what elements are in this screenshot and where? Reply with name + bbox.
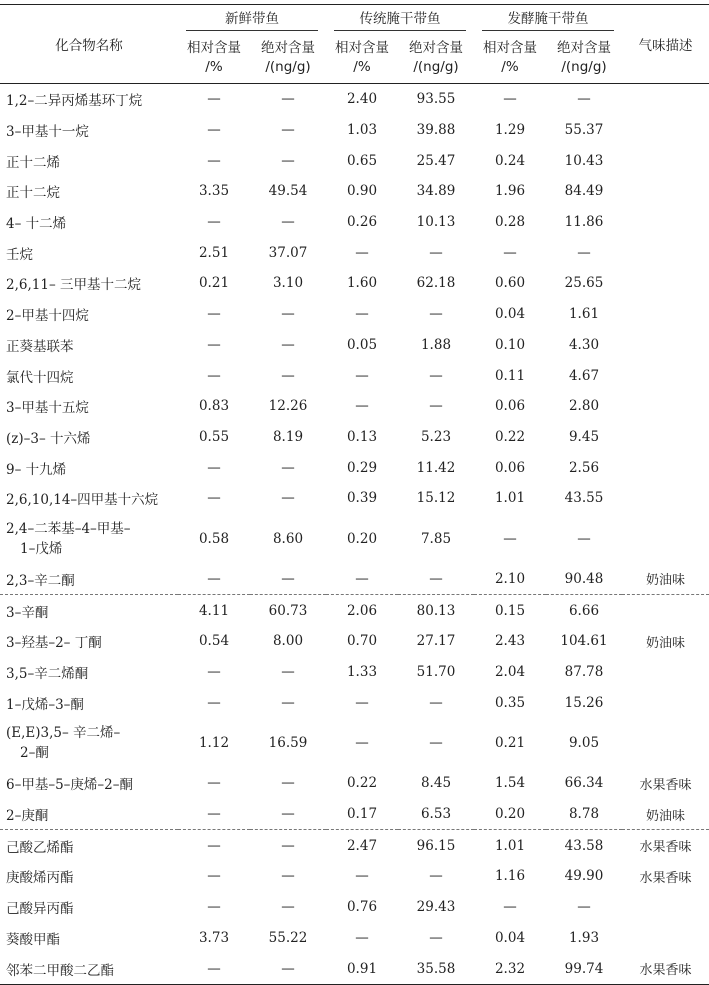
- value-cell: 16.59: [268, 735, 308, 752]
- odor-cell: [622, 145, 709, 176]
- table-row: [0, 299, 709, 330]
- value-cell: 2.06: [326, 595, 398, 626]
- value-cell: 0.22: [494, 428, 526, 445]
- traditional-absolute-content-header: 绝对含量 /(ng/g): [409, 40, 463, 75]
- table-row: [0, 115, 709, 146]
- value-cell: 0.06: [494, 459, 526, 476]
- odor-cell: [622, 483, 709, 514]
- compound-name-cell: (z)–3– 十六烯: [6, 430, 91, 447]
- compound-name-cell: 1,2–二异丙烯基环丁烷: [6, 93, 143, 110]
- fresh-group-header: 新鲜带鱼: [178, 5, 326, 34]
- value-cell: —: [429, 929, 443, 946]
- value-cell: 34.89: [416, 183, 456, 200]
- value-cell: —: [207, 570, 221, 587]
- table-row: [0, 422, 709, 453]
- value-cell: 60.73: [250, 595, 326, 626]
- value-cell: 49.54: [268, 183, 308, 200]
- value-cell: —: [429, 694, 443, 711]
- value-cell: —: [281, 868, 295, 885]
- fermented-group-header: 发酵腌干带鱼: [474, 5, 622, 34]
- value-cell: —: [250, 830, 326, 861]
- value-cell: 0.20: [494, 806, 526, 823]
- table-body: [0, 84, 709, 985]
- value-cell: —: [281, 570, 295, 587]
- value-cell: —: [207, 490, 221, 507]
- table-row: [0, 483, 709, 514]
- table-row: [0, 768, 709, 799]
- value-cell: —: [281, 775, 295, 792]
- value-cell: —: [355, 398, 369, 415]
- value-cell: —: [207, 122, 221, 139]
- value-cell: —: [577, 530, 591, 547]
- value-cell: —: [281, 664, 295, 681]
- value-cell: 2.32: [494, 960, 526, 977]
- value-cell: —: [281, 899, 295, 916]
- value-cell: 8.19: [272, 428, 304, 445]
- odor-cell: [622, 514, 709, 564]
- value-cell: 0.35: [494, 694, 526, 711]
- odor-cell: [622, 923, 709, 954]
- value-cell: 104.61: [560, 633, 608, 650]
- value-cell: 1.16: [494, 868, 526, 885]
- table-row: [0, 892, 709, 923]
- value-cell: 0.11: [494, 367, 526, 384]
- value-cell: 43.55: [564, 490, 604, 507]
- value-cell: —: [207, 152, 221, 169]
- value-cell: 0.76: [346, 899, 378, 916]
- compound-name-cell: 3–辛酮: [0, 595, 178, 626]
- value-cell: —: [355, 244, 369, 261]
- fresh-absolute-content-header: 绝对含量 /(ng/g): [261, 40, 315, 75]
- value-cell: 1.61: [568, 306, 600, 323]
- value-cell: 80.13: [398, 595, 474, 626]
- compound-name-cell: 壬烷: [6, 246, 33, 263]
- compound-table: [0, 4, 709, 985]
- value-cell: —: [429, 735, 443, 752]
- value-cell: —: [355, 868, 369, 885]
- value-cell: —: [355, 735, 369, 752]
- value-cell: 0.60: [494, 275, 526, 292]
- table-row: [0, 718, 709, 768]
- value-cell: 35.58: [416, 960, 456, 977]
- value-cell: 4.11: [178, 595, 250, 626]
- table-row: [0, 237, 709, 268]
- value-cell: —: [207, 91, 221, 108]
- value-cell: 3.35: [198, 183, 230, 200]
- value-cell: 0.10: [494, 336, 526, 353]
- value-cell: 90.48: [564, 570, 604, 587]
- value-cell: 9.05: [568, 735, 600, 752]
- value-cell: 0.28: [494, 214, 526, 231]
- odor-cell: [622, 595, 709, 626]
- value-cell: 3.10: [272, 275, 304, 292]
- value-cell: 6.53: [420, 806, 452, 823]
- value-cell: 29.43: [416, 899, 456, 916]
- odor-cell: 奶油味: [645, 573, 685, 589]
- value-cell: —: [207, 336, 221, 353]
- value-cell: —: [281, 490, 295, 507]
- compound-name-cell: 9– 十九烯: [6, 461, 67, 478]
- value-cell: 0.22: [346, 775, 378, 792]
- value-cell: 4.30: [568, 336, 600, 353]
- value-cell: 1.03: [346, 122, 378, 139]
- compound-name-cell: (E,E)3,5– 辛二烯– 2–酮: [6, 725, 121, 762]
- value-cell: 0.90: [346, 183, 378, 200]
- value-cell: 25.65: [564, 275, 604, 292]
- value-cell: 2.04: [494, 664, 526, 681]
- odor-cell: [622, 422, 709, 453]
- value-cell: —: [281, 214, 295, 231]
- value-cell: 1.88: [420, 336, 452, 353]
- compound-name-cell: 1–戊烯–3–酮: [6, 696, 84, 713]
- table-row: [0, 564, 709, 595]
- value-cell: 4.67: [568, 367, 600, 384]
- value-cell: 37.07: [268, 244, 308, 261]
- compound-name-cell: 正十二烷: [6, 185, 60, 202]
- table-row: [0, 923, 709, 954]
- compound-name-cell: 6–甲基–5–庚烯–2–酮: [6, 777, 134, 794]
- value-cell: —: [429, 367, 443, 384]
- value-cell: 0.24: [494, 152, 526, 169]
- value-cell: —: [281, 306, 295, 323]
- table-row: [0, 657, 709, 688]
- value-cell: 93.55: [416, 91, 456, 108]
- value-cell: 2.80: [568, 398, 600, 415]
- value-cell: 0.06: [494, 398, 526, 415]
- value-cell: 62.18: [416, 275, 456, 292]
- value-cell: 49.90: [564, 868, 604, 885]
- value-cell: —: [577, 91, 591, 108]
- odor-cell: [622, 207, 709, 238]
- value-cell: —: [429, 398, 443, 415]
- value-cell: 8.60: [272, 530, 304, 547]
- value-cell: 6.66: [546, 595, 622, 626]
- compound-name-cell: 氯代十四烷: [6, 369, 74, 386]
- value-cell: 99.74: [564, 960, 604, 977]
- value-cell: 55.22: [268, 929, 308, 946]
- value-cell: 0.54: [198, 633, 230, 650]
- table-row: [0, 176, 709, 207]
- value-cell: —: [281, 694, 295, 711]
- value-cell: —: [207, 306, 221, 323]
- value-cell: 1.01: [474, 830, 546, 861]
- value-cell: 39.88: [416, 122, 456, 139]
- table-row: [0, 330, 709, 361]
- value-cell: —: [207, 960, 221, 977]
- value-cell: —: [355, 929, 369, 946]
- value-cell: —: [207, 868, 221, 885]
- odor-cell: [622, 360, 709, 391]
- compound-name-cell: 3–甲基十一烷: [6, 124, 89, 141]
- value-cell: 11.42: [416, 459, 456, 476]
- value-cell: —: [207, 775, 221, 792]
- compound-name-cell: 2,6,10,14–四甲基十六烷: [6, 492, 159, 509]
- value-cell: —: [207, 899, 221, 916]
- odor-cell: 水果香味: [639, 963, 692, 979]
- value-cell: 55.37: [564, 122, 604, 139]
- compound-name-cell: 3–甲基十五烷: [6, 400, 89, 417]
- value-cell: 0.17: [346, 806, 378, 823]
- value-cell: 0.26: [346, 214, 378, 231]
- compound-name-cell: 2–庚酮: [6, 808, 49, 825]
- value-cell: —: [355, 694, 369, 711]
- compound-name-cell: 2,4–二苯基–4–甲基– 1–戊烯: [6, 520, 131, 557]
- table-row: [0, 84, 709, 115]
- value-cell: —: [429, 868, 443, 885]
- value-cell: 0.55: [198, 428, 230, 445]
- table-row: [0, 626, 709, 657]
- table-row: [0, 514, 709, 564]
- value-cell: 11.86: [564, 214, 604, 231]
- value-cell: —: [207, 806, 221, 823]
- table-row: [0, 360, 709, 391]
- value-cell: 15.12: [416, 490, 456, 507]
- value-cell: —: [503, 91, 517, 108]
- compound-name-cell: 3–羟基–2– 丁酮: [6, 635, 102, 652]
- compound-name-cell: 己酸异丙酯: [6, 901, 74, 918]
- table-row: [0, 861, 709, 892]
- odor-cell: [622, 687, 709, 718]
- odor-cell: 水果香味: [622, 830, 709, 861]
- table-row: [0, 953, 709, 984]
- value-cell: 0.70: [346, 633, 378, 650]
- value-cell: 10.43: [564, 152, 604, 169]
- value-cell: 0.29: [346, 459, 378, 476]
- value-cell: 8.78: [568, 806, 600, 823]
- value-cell: 51.70: [416, 664, 456, 681]
- fermented-absolute-content-header: 绝对含量 /(ng/g): [557, 40, 611, 75]
- value-cell: —: [281, 960, 295, 977]
- value-cell: 66.34: [564, 775, 604, 792]
- value-cell: 1.60: [346, 275, 378, 292]
- value-cell: —: [281, 806, 295, 823]
- value-cell: —: [355, 306, 369, 323]
- value-cell: 2.47: [326, 830, 398, 861]
- table-row: [0, 268, 709, 299]
- value-cell: 2.56: [568, 459, 600, 476]
- value-cell: 25.47: [416, 152, 456, 169]
- compound-name-cell: 4– 十二烯: [6, 216, 67, 233]
- value-cell: —: [207, 459, 221, 476]
- value-cell: 1.54: [494, 775, 526, 792]
- table-header: [0, 5, 709, 84]
- odor-cell: 奶油味: [645, 808, 685, 824]
- compound-name-cell: 3,5–辛二烯酮: [6, 666, 89, 683]
- value-cell: 10.13: [416, 214, 456, 231]
- value-cell: 0.39: [346, 490, 378, 507]
- table-row: [0, 391, 709, 422]
- value-cell: —: [281, 367, 295, 384]
- odor-cell: 奶油味: [645, 635, 685, 651]
- value-cell: 0.04: [494, 929, 526, 946]
- value-cell: 5.23: [420, 428, 452, 445]
- compound-name-cell: 邻苯二甲酸二乙酯: [6, 962, 114, 979]
- value-cell: —: [577, 899, 591, 916]
- value-cell: 3.73: [198, 929, 230, 946]
- value-cell: —: [503, 530, 517, 547]
- traditional-group-header: 传统腌干带鱼: [326, 5, 474, 34]
- odor-cell: [622, 237, 709, 268]
- value-cell: 0.13: [346, 428, 378, 445]
- value-cell: 0.58: [198, 530, 230, 547]
- fermented-relative-content-header: 相对含量 /%: [483, 40, 537, 75]
- table-row: [0, 207, 709, 238]
- table-row: [0, 595, 709, 626]
- value-cell: 0.91: [346, 960, 378, 977]
- compound-name-header: 化合物名称: [55, 38, 123, 54]
- value-cell: 2.51: [198, 244, 230, 261]
- value-cell: —: [355, 570, 369, 587]
- fresh-relative-content-header: 相对含量 /%: [187, 40, 241, 75]
- value-cell: —: [281, 91, 295, 108]
- value-cell: 1.29: [494, 122, 526, 139]
- value-cell: —: [281, 152, 295, 169]
- value-cell: —: [355, 367, 369, 384]
- value-cell: 96.15: [398, 830, 474, 861]
- value-cell: 0.83: [198, 398, 230, 415]
- value-cell: 9.45: [568, 428, 600, 445]
- value-cell: —: [207, 214, 221, 231]
- compound-name-cell: 己酸乙烯酯: [0, 830, 178, 861]
- value-cell: 1.12: [198, 735, 230, 752]
- value-cell: —: [207, 664, 221, 681]
- odor-cell: 水果香味: [639, 777, 692, 793]
- odor-cell: [622, 299, 709, 330]
- value-cell: 84.49: [564, 183, 604, 200]
- value-cell: —: [577, 244, 591, 261]
- odor-cell: [622, 115, 709, 146]
- value-cell: 0.05: [346, 336, 378, 353]
- value-cell: 8.45: [420, 775, 452, 792]
- value-cell: 0.04: [494, 306, 526, 323]
- value-cell: —: [281, 122, 295, 139]
- odor-cell: [622, 892, 709, 923]
- value-cell: 2.43: [494, 633, 526, 650]
- traditional-relative-content-header: 相对含量 /%: [335, 40, 389, 75]
- value-cell: 1.96: [494, 183, 526, 200]
- value-cell: 0.65: [346, 152, 378, 169]
- value-cell: —: [281, 336, 295, 353]
- value-cell: 27.17: [416, 633, 456, 650]
- odor-cell: 水果香味: [639, 870, 692, 886]
- odor-cell: [622, 330, 709, 361]
- value-cell: 0.21: [198, 275, 230, 292]
- odor-cell: [622, 176, 709, 207]
- odor-cell: [622, 718, 709, 768]
- value-cell: 1.93: [568, 929, 600, 946]
- compound-name-cell: 2,3–辛二酮: [6, 572, 75, 589]
- value-cell: —: [281, 459, 295, 476]
- value-cell: 2.10: [494, 570, 526, 587]
- odor-cell: [622, 268, 709, 299]
- value-cell: 8.00: [272, 633, 304, 650]
- value-cell: 15.26: [564, 694, 604, 711]
- table-row: [0, 687, 709, 718]
- table-row: [0, 452, 709, 483]
- compound-name-cell: 正葵基联苯: [6, 338, 74, 355]
- value-cell: —: [207, 367, 221, 384]
- compound-name-cell: 庚酸烯丙酯: [6, 870, 74, 887]
- value-cell: 12.26: [268, 398, 308, 415]
- odor-cell: [622, 84, 709, 115]
- table-row: [0, 145, 709, 176]
- compound-name-cell: 正十二烯: [6, 154, 60, 171]
- compound-name-cell: 葵酸甲酯: [6, 931, 60, 948]
- value-cell: —: [503, 244, 517, 261]
- value-cell: 2.40: [346, 91, 378, 108]
- odor-cell: [622, 452, 709, 483]
- value-cell: 7.85: [420, 530, 452, 547]
- table-row: [0, 830, 709, 861]
- value-cell: 87.78: [564, 664, 604, 681]
- value-cell: —: [207, 694, 221, 711]
- value-cell: —: [429, 570, 443, 587]
- odor-header: 气味描述: [638, 38, 693, 54]
- value-cell: 1.01: [494, 490, 526, 507]
- table-row: [0, 799, 709, 830]
- odor-cell: [622, 391, 709, 422]
- value-cell: 0.21: [494, 735, 526, 752]
- odor-cell: [622, 657, 709, 688]
- compound-name-cell: 2,6,11– 三甲基十二烷: [6, 277, 141, 294]
- compound-name-cell: 2–甲基十四烷: [6, 308, 89, 325]
- value-cell: —: [429, 306, 443, 323]
- value-cell: —: [178, 830, 250, 861]
- value-cell: 0.15: [474, 595, 546, 626]
- value-cell: —: [503, 899, 517, 916]
- value-cell: 1.33: [346, 664, 378, 681]
- value-cell: 0.20: [346, 530, 378, 547]
- value-cell: 43.58: [546, 830, 622, 861]
- value-cell: —: [429, 244, 443, 261]
